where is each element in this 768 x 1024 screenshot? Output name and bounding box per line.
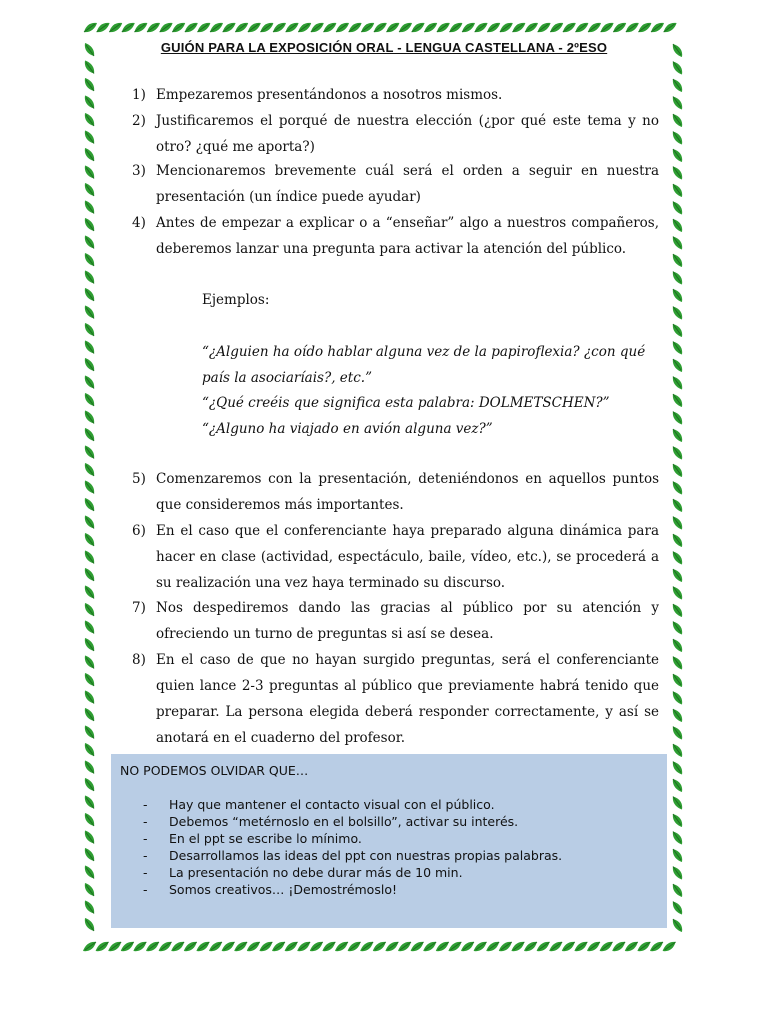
leaf-icon [184,942,197,951]
leaf-icon [673,744,682,757]
leaf-icon [673,464,682,477]
leaf-icon [673,797,682,810]
leaf-icon [673,727,682,740]
leaf-icon [538,23,551,32]
leaf-icon [85,533,94,546]
leaf-icon [448,942,461,951]
leaf-icon [222,942,235,951]
reminder-point [143,813,562,830]
leaf-icon [235,23,248,32]
leaf-icon [85,113,94,126]
leaf-icon [197,23,210,32]
leaf-icon [673,167,682,180]
leaf-icon [486,942,499,951]
leaf-icon [85,778,94,791]
leaf-icon [673,149,682,162]
leaf-icon [85,901,94,914]
bullet-dash: - [143,882,148,897]
list-item-8 [132,647,659,751]
leaf-icon [172,23,185,32]
leaf-icon [85,218,94,231]
leaf-icon [85,61,94,74]
leaf-icon [85,743,94,756]
leaf-icon [575,23,588,32]
bullet-dash: - [143,814,148,829]
leaf-icon [85,236,94,249]
leaf-icon [85,586,94,599]
leaf-icon [537,942,550,951]
leaf-icon [398,942,411,951]
leaf-icon [673,324,682,337]
leaf-icon [574,942,587,951]
leaf-icon [85,656,94,669]
reminder-point [143,796,562,813]
reminder-box [111,754,667,928]
leaf-icon [310,942,323,951]
reminder-point-text: Debemos “metérnoslo en el bolsillo”, activar su interés. [169,814,519,829]
leaf-icon [613,23,626,32]
item-text: Nos despediremos dando las gracias al público por su atención y ofreciendo un turno de preguntas si así se desea. [156,600,659,642]
list-item-4 [132,210,659,262]
example-question-1: “¿Alguien ha oído hablar alguna vez de la papiroflexia? ¿con qué país la asociaríais?, etc.” [202,344,646,386]
leaf-icon [85,691,94,704]
leaf-icon [147,23,160,32]
leaf-icon [673,447,682,460]
leaf-icon [133,942,146,951]
reminder-point [143,847,562,864]
list-item-5 [132,466,659,518]
leaf-icon [638,23,651,32]
leaf-icon [185,23,198,32]
leaf-icon [673,657,682,670]
leaf-icon [85,918,94,931]
leaf-icon [399,23,412,32]
item-number: 6) [132,523,146,539]
reminder-point-text: Desarrollamos las ideas del ppt con nuestras propias palabras. [169,848,563,863]
reminder-point-text: Hay que mantener el contacto visual con el público. [169,797,495,812]
leaf-icon [673,867,682,880]
leaf-icon [487,23,500,32]
leaf-icon [247,942,260,951]
leaf-icon [673,814,682,827]
leaf-icon [550,23,563,32]
item-number: 3) [132,163,146,179]
leaf-icon [85,166,94,179]
leaf-icon [612,942,625,951]
leaf-icon [297,942,310,951]
item-number: 7) [132,600,146,616]
leaf-icon [411,942,424,951]
leaf-icon [524,942,537,951]
leaf-icon [673,692,682,705]
item-number: 2) [132,113,146,129]
leaf-icon [673,762,682,775]
leaf-icon [512,23,525,32]
leaf-icon [85,393,94,406]
leaf-icon [85,78,94,91]
item-text: En el caso que el conferenciante haya preparado alguna dinámica para hacer en clase (actividad, espectáculo, baile, vídeo, etc.), se procederá a su realización una vez haya terminado su discurso. [156,523,659,591]
item-text: Justificaremos el porqué de nuestra elección (¿por qué este tema y no otro? ¿qué me aporta?) [156,113,659,155]
leaf-icon [673,429,682,442]
leaf-icon [85,813,94,826]
leaf-icon [437,23,450,32]
reminder-point-text: La presentación no debe durar más de 10 min. [169,865,463,880]
leaf-icon [209,942,222,951]
leaf-icon [259,942,272,951]
reminder-point [143,864,562,881]
item-number: 4) [132,215,146,231]
leaf-icon [97,23,110,32]
leaf-icon [412,23,425,32]
leaf-icon [85,568,94,581]
leaf-icon [85,603,94,616]
leaf-icon [85,201,94,214]
item-text: En el caso de que no hayan surgido preguntas, será el conferenciante quien lance 2-3 preguntas al público que previamente habrá tenido que preparar. La persona elegida deberá responder correctamente, y así se anotará en el cuaderno del profesor. [156,652,659,746]
leaf-icon [286,23,299,32]
leaf-icon [637,942,650,951]
leaf-icon [171,942,184,951]
leaf-icon [650,942,663,951]
leaf-icon [248,23,261,32]
leaf-icon [673,569,682,582]
leaf-icon [673,62,682,75]
leaf-icon [85,498,94,511]
leaf-icon [160,23,173,32]
leaf-icon [85,481,94,494]
example-question-3: “¿Alguno ha viajado en avión alguna vez?” [202,421,493,437]
reminder-point [143,830,562,847]
leaf-icon [196,942,209,951]
leaf-icon [85,621,94,634]
leaf-icon [260,23,273,32]
leaf-icon [386,23,399,32]
item-text: Empezaremos presentándonos a nosotros mismos. [156,87,503,103]
leaf-icon [360,942,373,951]
leaf-icon [673,289,682,302]
leaf-icon [361,23,374,32]
leaf-icon [462,23,475,32]
leaf-icon [85,271,94,284]
leaf-icon [673,272,682,285]
leaf-icon [673,779,682,792]
leaf-icon [84,23,97,32]
example-question-2: “¿Qué creéis que significa esta palabra: DOLMETSCHEN?” [202,395,610,411]
leaf-icon [121,942,134,951]
leaf-icon [673,622,682,635]
leaf-icon [85,183,94,196]
leaf-icon [85,341,94,354]
leaf-icon [500,23,513,32]
leaf-icon [348,942,361,951]
leaf-icon [85,376,94,389]
leaf-icon [673,359,682,372]
list-item-6 [132,518,659,596]
item-text: Mencionaremos brevemente cuál será el orden a seguir en nuestra presentación (un índice puede ayudar) [156,163,659,205]
reminder-point-text: Somos creativos… ¡Demostrémoslo! [169,882,397,897]
leaf-icon [85,673,94,686]
leaf-icon [511,942,524,951]
leaf-icon [663,942,676,951]
leaf-icon [322,942,335,951]
leaf-icon [562,942,575,951]
leaf-icon [85,358,94,371]
leaf-icon [122,23,135,32]
item-number: 8) [132,652,146,668]
leaf-icon [673,132,682,145]
leaf-icon [673,377,682,390]
leaf-icon [673,219,682,232]
leaf-icon [587,942,600,951]
list-item-2 [132,108,659,160]
leaf-icon [85,551,94,564]
item-text: Antes de empezar a explicar o a “enseñar” algo a nuestros compañeros, deberemos lanzar una pregunta para activar la atención del público. [156,215,659,257]
leaf-icon [673,902,682,915]
leaf-icon [223,23,236,32]
leaf-icon [673,517,682,530]
leaf-icon [85,411,94,424]
leaf-icon [673,884,682,897]
leaf-icon [673,307,682,320]
leaf-icon [210,23,223,32]
leaf-icon [673,832,682,845]
leaf-icon [673,79,682,92]
leaf-icon [673,342,682,355]
leaf-icon [83,942,96,951]
examples-label: Ejemplos: [202,292,270,308]
leaf-icon [108,942,121,951]
bullet-dash: - [143,848,148,863]
list-item-1 [132,82,659,108]
leaf-icon [525,23,538,32]
leaf-icon [673,604,682,617]
leaf-icon [85,726,94,739]
leaf-icon [673,254,682,267]
leaf-icon [673,184,682,197]
leaf-icon [85,848,94,861]
page-title: GUIÓN PARA LA EXPOSICIÓN ORAL - LENGUA CASTELLANA - 2ºESO [160,40,608,55]
leaf-icon [664,23,677,32]
leaf-icon [475,23,488,32]
leaf-icon [85,148,94,161]
leaf-icon [673,552,682,565]
bullet-dash: - [143,831,148,846]
leaf-icon [673,674,682,687]
leaf-icon [436,942,449,951]
leaf-icon [85,883,94,896]
leaf-icon [673,202,682,215]
leaf-icon [461,942,474,951]
leaf-icon [85,253,94,266]
reminder-title: NO PODEMOS OLVIDAR QUE… [120,763,309,778]
leaf-icon [588,23,601,32]
leaf-icon [424,23,437,32]
leaf-icon [673,639,682,652]
leaf-icon [85,288,94,301]
leaf-icon [673,237,682,250]
reminder-list [143,796,562,898]
leaf-icon [234,942,247,951]
reminder-point-text: En el ppt se escribe lo mínimo. [169,831,362,846]
leaf-icon [601,23,614,32]
leaf-icon [272,942,285,951]
leaf-icon [673,412,682,425]
leaf-icon [673,394,682,407]
leaf-icon [673,849,682,862]
leaf-icon [563,23,576,32]
leaf-icon [96,942,109,951]
leaf-icon [600,942,613,951]
leaf-icon [285,942,298,951]
leaf-icon [85,831,94,844]
leaf-icon [85,516,94,529]
leaf-icon [335,942,348,951]
leaf-icon [499,942,512,951]
leaf-icon [146,942,159,951]
leaf-icon [373,942,386,951]
item-number: 1) [132,87,146,103]
leaf-icon [323,23,336,32]
leaf-icon [85,796,94,809]
list-item-7 [132,595,659,647]
leaf-icon [159,942,172,951]
leaf-icon [85,638,94,651]
leaf-icon [626,23,639,32]
leaf-icon [85,306,94,319]
leaf-icon [85,428,94,441]
item-number: 5) [132,471,146,487]
bullet-dash: - [143,865,148,880]
leaf-icon [673,919,682,932]
leaf-icon [273,23,286,32]
leaf-icon [673,499,682,512]
item-text: Comenzaremos con la presentación, deteniéndonos en aquellos puntos que consideremos más importantes. [156,471,659,513]
leaf-icon [673,97,682,110]
leaf-icon [673,114,682,127]
leaf-icon [85,96,94,109]
leaf-icon [673,709,682,722]
leaf-icon [449,23,462,32]
leaf-icon [423,942,436,951]
leaf-icon [85,708,94,721]
leaf-icon [549,942,562,951]
leaf-icon [298,23,311,32]
leaf-icon [474,942,487,951]
leaf-icon [85,323,94,336]
leaf-icon [336,23,349,32]
bullet-dash: - [143,797,148,812]
reminder-point [143,881,562,898]
leaf-icon [134,23,147,32]
leaf-icon [85,446,94,459]
leaf-icon [673,482,682,495]
leaf-icon [85,866,94,879]
leaf-icon [85,131,94,144]
leaf-icon [109,23,122,32]
leaf-icon [651,23,664,32]
leaf-icon [673,587,682,600]
leaf-icon [85,761,94,774]
leaf-icon [625,942,638,951]
leaf-icon [673,534,682,547]
list-item-3 [132,158,659,210]
leaf-icon [85,463,94,476]
leaf-icon [374,23,387,32]
leaf-icon [385,942,398,951]
leaf-icon [349,23,362,32]
leaf-icon [311,23,324,32]
